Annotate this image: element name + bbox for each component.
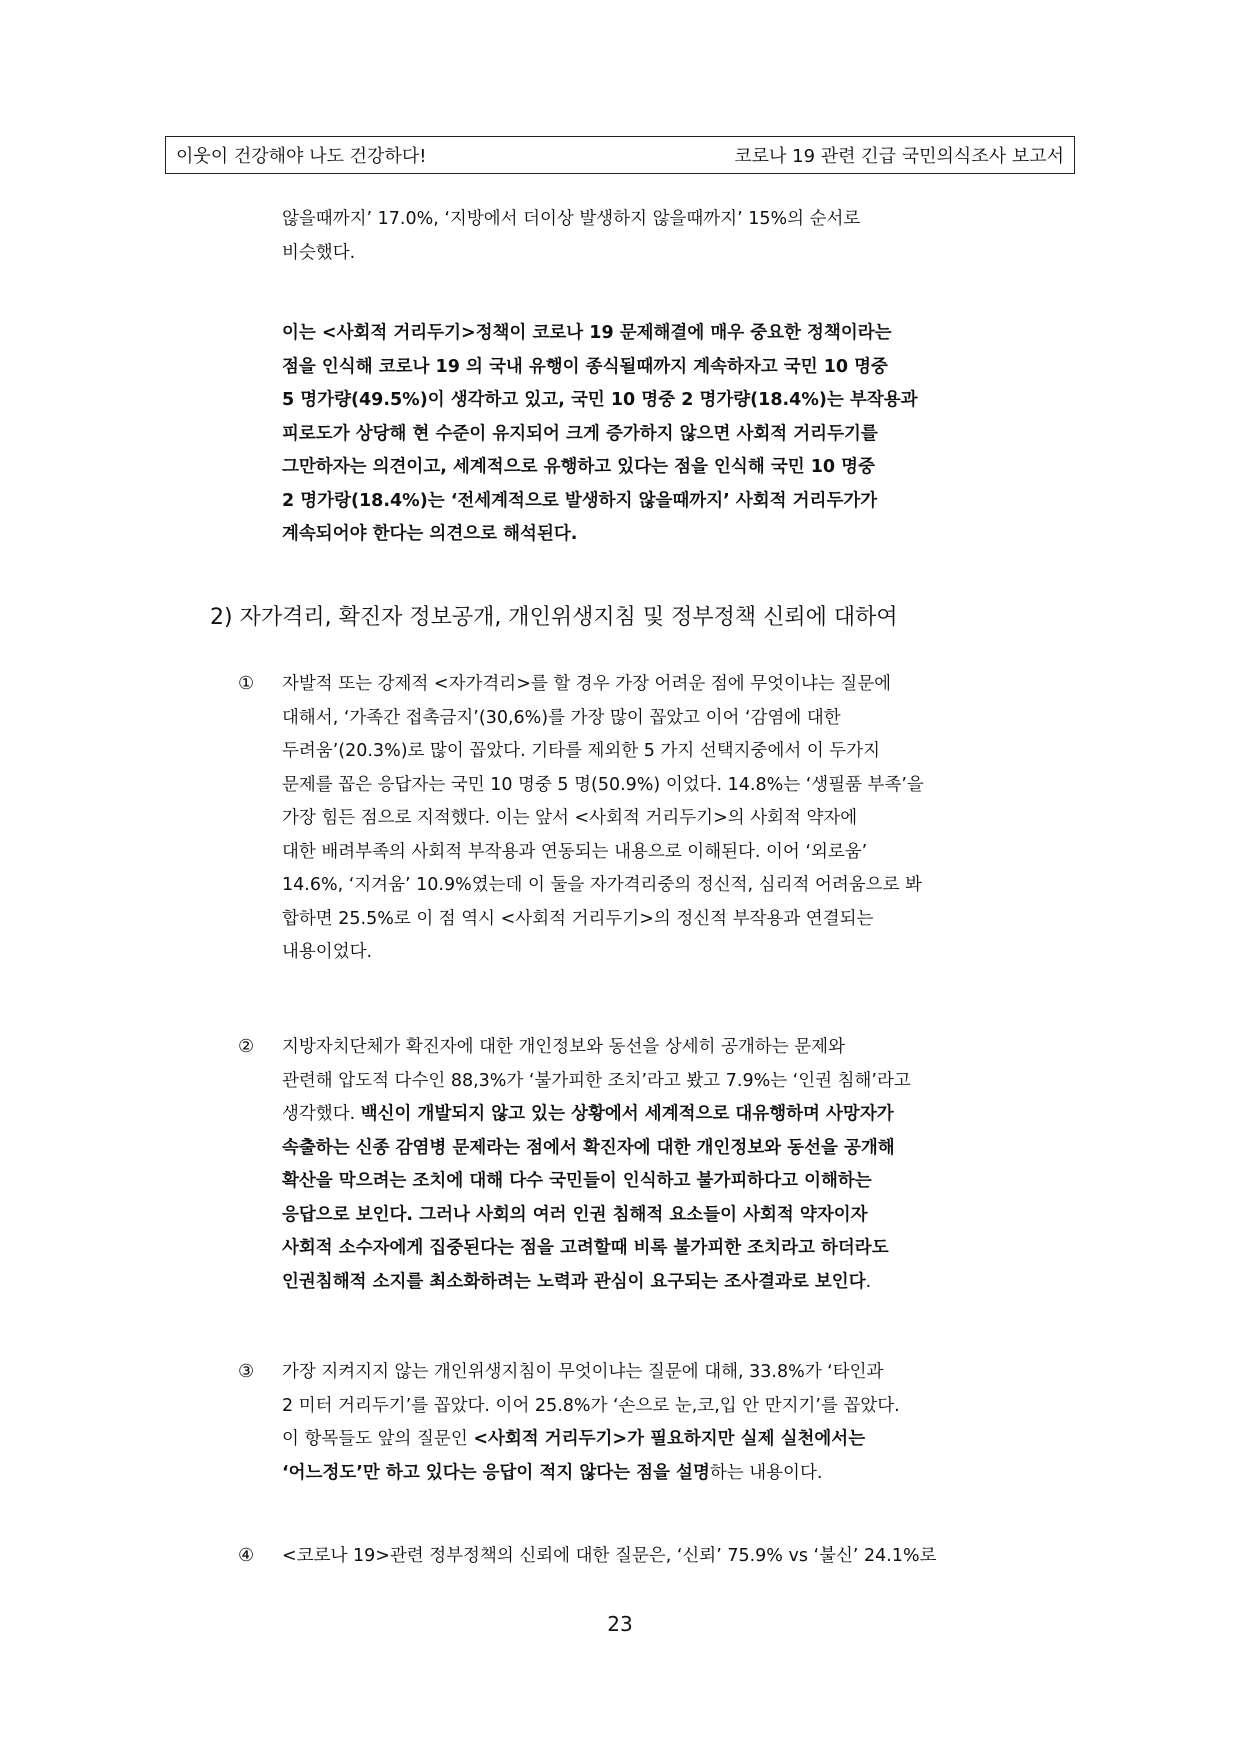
bold-text: 백신이 개발되지 않고 있는 상황에서 세계적으로 대유행하며 사망자가 <box>360 1104 894 1124</box>
text-line-mixed <box>282 1457 1062 1491</box>
text-line: 이는 <사회적 거리두기>정책이 코로나 19 문제해결에 매우 중요한 정책이라는 <box>282 323 892 343</box>
item-2-paragraph <box>282 1031 1062 1299</box>
text-line: 자발적 또는 강제적 <자가격리>를 할 경우 가장 어려운 점에 무엇이냐는 질문에 <box>282 674 892 694</box>
text-line: 않을때까지’ 17.0%, ‘지방에서 더이상 발생하지 않을때까지’ 15%의 순서로 <box>282 209 861 229</box>
item-3-paragraph <box>282 1356 1062 1490</box>
summary-paragraph <box>282 317 1062 552</box>
intro-paragraph <box>282 203 1062 270</box>
item-marker-1: ① <box>238 673 255 694</box>
text-line: 확산을 막으려는 조치에 대해 다수 국민들이 인식하고 불가피하다고 이해하는 <box>282 1171 872 1191</box>
text-line: 계속되어야 한다는 의견으로 해석된다. <box>282 524 578 544</box>
text-line: 지방자치단체가 확진자에 대한 개인정보와 동선을 상세히 공개하는 문제와 <box>282 1037 845 1057</box>
text-line: 14.6%, ‘지겨움’ 10.9%였는데 이 둘을 자가격리중의 정신적, 심리적 어려움으로 봐 <box>282 875 922 895</box>
text-line: 5 명가량(49.5%)이 생각하고 있고, 국민 10 명중 2 명가량(18.4%)는 부작용과 <box>282 390 918 410</box>
page-header <box>165 136 1075 174</box>
text-line: 내용이었다. <box>282 942 373 962</box>
text-line-mixed <box>282 1098 1062 1132</box>
text-line: 2 명가랑(18.4%)는 ‘전세계적으로 발생하지 않을때까지’ 사회적 거리두가가 <box>282 490 878 511</box>
plain-text: 이 항목들도 앞의 질문인 <box>282 1429 474 1449</box>
text-line-mixed <box>282 1266 1062 1300</box>
item-4-paragraph <box>282 1540 1062 1574</box>
item-1-paragraph <box>282 668 1062 970</box>
page-number: 23 <box>607 1612 633 1636</box>
header-left-title: 이웃이 건강해야 나도 건강하다! <box>176 146 427 167</box>
text-line: 사회적 소수자에게 집중된다는 점을 고려할때 비록 불가피한 조치라고 하더라도 <box>282 1238 889 1258</box>
item-marker-3: ③ <box>238 1361 255 1382</box>
text-line: 관련해 압도적 다수인 88,3%가 ‘불가피한 조치’라고 봤고 7.9%는 ‘인권 침해’라고 <box>282 1070 911 1091</box>
plain-text: 하는 내용이다. <box>709 1462 823 1483</box>
text-line: 두려움’(20.3%)로 많이 꼽았다. 기타를 제외한 5 가지 선택지중에서 이 두가지 <box>282 741 881 761</box>
text-line: 가장 지켜지지 않는 개인위생지침이 무엇이냐는 질문에 대해, 33.8%가 ‘타인과 <box>282 1362 884 1382</box>
text-line: 그만하자는 의견이고, 세계적으로 유행하고 있다는 점을 인식해 국민 10 명중 <box>282 457 875 477</box>
bold-text: ‘어느정도’만 하고 있다는 응답이 적지 않다는 점을 설명 <box>282 1462 710 1483</box>
item-marker-4: ④ <box>238 1545 255 1566</box>
text-line: 응답으로 보인다. 그러나 사회의 여러 인권 침해적 요소들이 사회적 약자이자 <box>282 1204 868 1225</box>
text-line: 속출하는 신종 감염병 문제라는 점에서 확진자에 대한 개인정보와 동선을 공개해 <box>282 1137 895 1158</box>
text-line-mixed <box>282 1423 1062 1457</box>
text-line: 점을 인식해 코로나 19 의 국내 유행이 종식될때까지 계속하자고 국민 10 명중 <box>282 356 888 377</box>
text-line: 문제를 꼽은 응답자는 국민 10 명중 5 명(50.9%) 이었다. 14.8%는 ‘생필품 부족’을 <box>282 774 924 795</box>
text-line: 비슷했다. <box>282 242 356 263</box>
text-line: 가장 힘든 점으로 지적했다. 이는 앞서 <사회적 거리두기>의 사회적 약자에 <box>282 808 858 828</box>
bold-text: <사회적 거리두기>가 필요하지만 실제 실천에서는 <box>473 1429 866 1449</box>
bold-text: 인권침해적 소지를 최소화하려는 노력과 관심이 요구되는 조사결과로 보인다 <box>282 1271 866 1292</box>
plain-text: . <box>865 1271 872 1292</box>
text-line: 피로도가 상당해 현 수준이 유지되어 크게 증가하지 않으면 사회적 거리두기를 <box>282 423 878 444</box>
text-line: 합하면 25.5%로 이 점 역시 <사회적 거리두기>의 정신적 부작용과 연결되는 <box>282 908 874 929</box>
text-line: 대해서, ‘가족간 접촉금지’(30,6%)를 가장 많이 꼽았고 이어 ‘감염에 대한 <box>282 707 841 728</box>
item-marker-2: ② <box>238 1036 255 1057</box>
text-line: 대한 배려부족의 사회적 부작용과 연동되는 내용으로 이해된다. 이어 ‘외로움’ <box>282 841 868 862</box>
text-line: <코로나 19>관련 정부정책의 신뢰에 대한 질문은, ‘신뢰’ 75.9% vs ‘불신’ 24.1%로 <box>282 1546 937 1566</box>
text-line: 2 미터 거리두기’를 꼽았다. 이어 25.8%가 ‘손으로 눈,코,입 안 만지기’를 꼽았다. <box>282 1395 900 1416</box>
header-right-title: 코로나 19 관련 긴급 국민의식조사 보고서 <box>734 146 1064 167</box>
plain-text: 생각했다. <box>282 1104 361 1124</box>
section-heading: 2) 자가격리, 확진자 정보공개, 개인위생지침 및 정부정책 신뢰에 대하여 <box>210 605 898 630</box>
